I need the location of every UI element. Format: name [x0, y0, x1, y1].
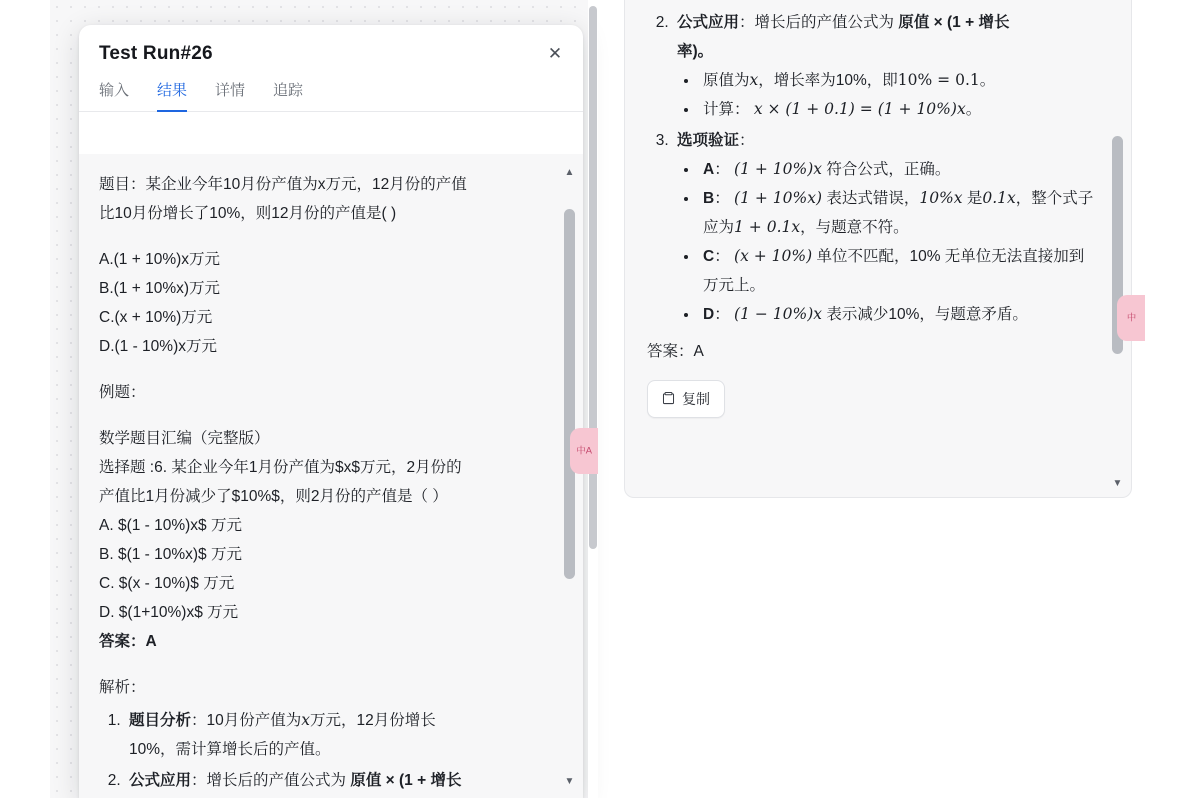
option-c-text: 单位不匹配，10% 无单位无法直接加到万元上。	[703, 248, 1085, 294]
test-run-modal	[79, 25, 583, 798]
example-label: 例题：	[99, 384, 146, 401]
tab-input[interactable]: 输入	[99, 82, 130, 99]
tab-details[interactable]: 详情	[215, 82, 246, 99]
option-d: D.(1 - 10%)x万元	[99, 338, 217, 355]
option-a-text: 符合公式，正确。	[822, 161, 951, 178]
step-1-title: 题目分析	[129, 712, 192, 729]
answer-step-2-formula-line-1: 原值 × (1 + 增长	[898, 14, 1010, 31]
option-b-text-3: ，整个式子应为	[703, 190, 1094, 236]
bullet-2-math: x × (1 + 0.1) = (1 + 10%)x	[753, 100, 966, 118]
option-b-text: 表达式错误，	[822, 190, 920, 207]
bullet-1-math: 10% = 0.1	[897, 71, 980, 89]
ime-widget-right-label: 中	[1126, 312, 1136, 324]
option-a-key: A	[703, 161, 715, 178]
answer-label: 答案：	[99, 633, 146, 650]
answer-panel	[624, 0, 1132, 498]
ime-widget-right[interactable]	[1117, 295, 1145, 341]
analysis-steps	[99, 706, 553, 795]
option-check-c: • C： (x + 10%) 单位不匹配，10% 无单位无法直接加到万元上。	[699, 242, 1097, 300]
answer-step-2-title: 公式应用	[677, 14, 740, 31]
step-1-text-b: 万元，12月份增长	[310, 712, 436, 729]
bullet-1-text-c: 。	[979, 72, 996, 89]
source-title: 数学题目汇编（完整版）	[99, 430, 270, 447]
result-scrollbar[interactable]	[564, 165, 575, 788]
option-b-math-3: 0.1x	[982, 189, 1016, 207]
option-d-math: (1 − 10%)x	[734, 305, 823, 323]
option-b-math: (1 + 10%x)	[734, 189, 823, 207]
step-1-variable: x	[301, 711, 311, 729]
option-check-b: • B： (1 + 10%x) 表达式错误，10%x 是0.1x，整个式子应为1 + 0.1x，与题意不符。	[699, 184, 1097, 242]
answer-step-2-bullets	[677, 66, 1097, 124]
answer-value: A	[145, 633, 157, 650]
bullet-1-text-a: 原值为	[703, 72, 750, 89]
source-question-line-1: 选择题 :6. 某企业今年1月份产值为$x$万元，2月份的	[99, 459, 462, 476]
answer-step-3-colon: ：	[739, 132, 755, 149]
close-icon[interactable]: ✕	[541, 39, 569, 67]
option-b-text-2: 是	[962, 190, 983, 207]
scroll-down-icon[interactable]: ▼	[564, 775, 575, 787]
answer-steps	[647, 8, 1097, 329]
analysis-step-2	[125, 766, 553, 795]
result-content	[79, 154, 583, 798]
answer-step-2	[673, 8, 1097, 124]
final-answer-label: 答案：	[647, 343, 694, 360]
answer-step-2-text: ：增长后的产值公式为	[739, 14, 899, 31]
source-option-c: C. $(x - 10%)$ 万元	[99, 575, 235, 592]
page-title: Test Run#26	[99, 43, 213, 64]
copy-button-label: 复制	[682, 391, 710, 407]
answer-step-2-formula-line-2: 率)。	[677, 43, 714, 60]
source-question-line-2: 产值比1月份减少了$10%$，则2月份的产值是（ ）	[99, 488, 448, 505]
option-b-text-4: ，与题意不符。	[800, 219, 909, 236]
answer-step-3	[673, 126, 1097, 329]
bullet-2-text-a: 计算：	[703, 101, 750, 118]
option-b: B.(1 + 10%x)万元	[99, 280, 221, 297]
option-b-math-4: 1 + 0.1x	[734, 218, 801, 236]
step-1-line-2: 10%，需计算增长后的产值。	[129, 741, 331, 758]
source-option-b: B. $(1 - 10%x)$ 万元	[99, 546, 242, 563]
question-line-1: 题目：某企业今年10月份产值为x万元，12月份的产值	[99, 176, 467, 193]
step-2-title: 公式应用	[129, 772, 192, 789]
step-1-text-a: ：10月份产值为	[191, 712, 302, 729]
answer-step-3-bullets	[677, 155, 1097, 329]
step-2-formula: 原值 × (1 + 增长	[350, 772, 462, 789]
ime-widget-left-label: 中A	[576, 445, 592, 457]
option-c-key: C	[703, 248, 715, 265]
option-d-text: 表示减少10%，与题意矛盾。	[822, 306, 1028, 323]
analysis-step-1	[125, 706, 553, 764]
option-check-a: • A： (1 + 10%)x 符合公式，正确。	[699, 155, 1097, 184]
final-answer-value: A	[693, 343, 704, 360]
source-option-d: D. $(1+10%)x$ 万元	[99, 604, 239, 621]
answer-line	[99, 627, 553, 656]
final-answer	[647, 337, 1097, 366]
copy-button[interactable]	[647, 380, 725, 418]
question-line-2: 比10月份增长了10%，则12月份的产值是( )	[99, 205, 397, 222]
answer-scroll-down-icon[interactable]: ▼	[1112, 477, 1123, 489]
option-d-key: D	[703, 306, 715, 323]
answer-step-3-title: 选项验证	[677, 132, 740, 149]
page-scrollbar[interactable]	[588, 0, 598, 798]
tab-result[interactable]: 结果	[157, 79, 187, 112]
option-a: A.(1 + 10%)x万元	[99, 251, 221, 268]
modal-header	[79, 25, 583, 65]
step-2-text: ：增长后的产值公式为	[191, 772, 351, 789]
option-check-d: • D： (1 − 10%)x 表示减少10%，与题意矛盾。	[699, 300, 1097, 329]
analysis-label: 解析：	[99, 679, 146, 696]
source-option-a: A. $(1 - 10%)x$ 万元	[99, 517, 242, 534]
option-b-key: B	[703, 190, 715, 207]
option-c-math: (x + 10%)	[734, 247, 813, 265]
answer-step-2-bullet-2	[699, 95, 1097, 124]
bullet-1-text-b: ，增长率为10%，即	[758, 72, 898, 89]
answer-step-2-bullet-1	[699, 66, 1097, 95]
bullet-2-text-b: 。	[965, 101, 982, 118]
clipboard-icon	[662, 391, 675, 408]
bullet-1-variable: x	[749, 71, 759, 89]
ime-widget-left[interactable]	[570, 428, 598, 474]
modal-tabs	[79, 65, 583, 112]
option-c: C.(x + 10%)万元	[99, 309, 213, 326]
option-a-math: (1 + 10%)x	[734, 160, 823, 178]
tab-trace[interactable]: 追踪	[273, 82, 304, 99]
scroll-up-icon[interactable]: ▲	[564, 166, 575, 178]
option-b-math-2: 10%x	[919, 189, 963, 207]
scrollbar-thumb[interactable]	[564, 209, 575, 579]
